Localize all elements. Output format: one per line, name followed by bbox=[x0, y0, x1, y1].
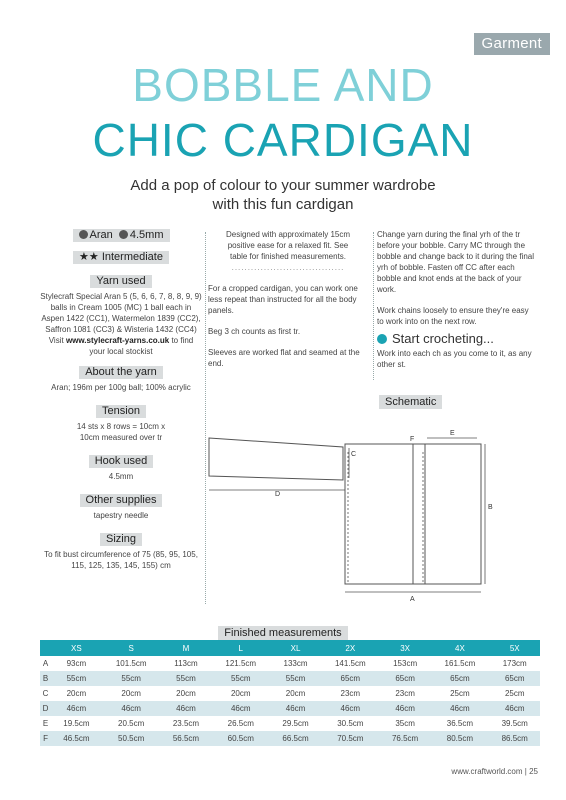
weight-hook-row bbox=[40, 229, 202, 242]
table-cell: 46cm bbox=[270, 701, 321, 716]
tension-text: 14 sts x 8 rows = 10cm x 10cm measured over tr bbox=[76, 422, 166, 442]
header-size: XL bbox=[270, 640, 321, 656]
table-cell: 46cm bbox=[430, 701, 489, 716]
hook-label: 4.5mm bbox=[129, 229, 164, 241]
title-line-1: BOBBLE AND bbox=[132, 59, 434, 111]
subtitle bbox=[0, 176, 566, 214]
table-cell: 25cm bbox=[489, 686, 540, 701]
weight-label: Aran bbox=[89, 229, 113, 241]
finished-heading-wrap bbox=[0, 623, 566, 641]
table-cell: 50.5cm bbox=[102, 731, 161, 746]
table-cell: 23cm bbox=[321, 686, 380, 701]
about-yarn-heading: About the yarn bbox=[79, 366, 163, 379]
header-size: S bbox=[102, 640, 161, 656]
label-e: E bbox=[450, 430, 455, 437]
table-cell: 20.5cm bbox=[102, 716, 161, 731]
table-row bbox=[40, 716, 540, 731]
schematic-diagram bbox=[205, 404, 545, 604]
table-cell: 70.5cm bbox=[321, 731, 380, 746]
sleeve-outline bbox=[209, 438, 343, 480]
column-divider-2 bbox=[373, 232, 374, 380]
row-label: F bbox=[40, 731, 51, 746]
header-size: XS bbox=[51, 640, 102, 656]
notes-column bbox=[208, 229, 368, 369]
visit-text bbox=[40, 335, 202, 357]
table-cell: 55cm bbox=[161, 671, 212, 686]
dotted-divider: ................................... bbox=[231, 263, 345, 272]
table-cell: 20cm bbox=[161, 686, 212, 701]
sleeves-note: Sleeves are worked flat and seamed at the end. bbox=[208, 348, 360, 368]
table-cell: 65cm bbox=[430, 671, 489, 686]
row-label: C bbox=[40, 686, 51, 701]
table-row bbox=[40, 656, 540, 671]
chains-note: Work chains loosely to ensure they're easy to work into on the next row. bbox=[377, 306, 529, 326]
table-cell: 161.5cm bbox=[430, 656, 489, 671]
yarn-used-text: Stylecraft Special Aran 5 (5, 6, 6, 7, 8, 8, 9, 9) balls in Cream 1005 (MC) 1 ball each in Aspen 1422 (CC1), Watermelon 1839 (CC2), Saffron 1081 (CC3) & Wisteria 1432 (CC4) bbox=[40, 292, 202, 334]
table-cell: 55cm bbox=[51, 671, 102, 686]
table-cell: 20cm bbox=[51, 686, 102, 701]
table-cell: 65cm bbox=[489, 671, 540, 686]
table-cell: 173cm bbox=[489, 656, 540, 671]
sizing-text: To fit bust circumference of 75 (85, 95, 105, 115, 125, 135, 145, 155) cm bbox=[44, 550, 198, 570]
table-cell: 20cm bbox=[102, 686, 161, 701]
header-size: L bbox=[211, 640, 270, 656]
table-cell: 55cm bbox=[270, 671, 321, 686]
level-label: Intermediate bbox=[101, 251, 163, 263]
table-cell: 19.5cm bbox=[51, 716, 102, 731]
change-yarn-note: Change yarn during the final yrh of the tr before your bobble. Carry MC through the bobble and change back to it during the final yrh of bobble. Fasten off CC after each bobble and knot ends at the back of your work. bbox=[377, 230, 535, 294]
finished-measurements-heading: Finished measurements bbox=[218, 626, 347, 640]
subtitle-line-2: with this fun cardigan bbox=[212, 196, 354, 213]
table-cell: 101.5cm bbox=[102, 656, 161, 671]
table-cell: 25cm bbox=[430, 686, 489, 701]
table-body bbox=[40, 656, 540, 746]
table-row bbox=[40, 686, 540, 701]
weight-hook-pill bbox=[73, 229, 170, 242]
schematic-heading: Schematic bbox=[379, 395, 442, 409]
hook-icon bbox=[119, 230, 128, 239]
header-size: M bbox=[161, 640, 212, 656]
table-cell: 46cm bbox=[51, 701, 102, 716]
visit-suffix: to find your local stockist bbox=[89, 336, 194, 356]
sizing-heading: Sizing bbox=[100, 533, 142, 546]
start-crocheting-heading bbox=[377, 333, 537, 344]
table-cell: 46cm bbox=[380, 701, 431, 716]
table-cell: 141.5cm bbox=[321, 656, 380, 671]
finished-measurements-table bbox=[40, 640, 540, 746]
cropped-note: For a cropped cardigan, you can work one less repeat than instructed for all the body panels. bbox=[208, 284, 358, 315]
level-pill bbox=[73, 251, 169, 264]
table-cell: 20cm bbox=[270, 686, 321, 701]
ease-note: Designed with approximately 15cm positive ease for a relaxed fit. See table for finished measurements. bbox=[225, 230, 351, 261]
table-cell: 46cm bbox=[161, 701, 212, 716]
footer-sep: | bbox=[524, 767, 527, 776]
other-supplies-heading: Other supplies bbox=[80, 494, 163, 507]
title-line-2: CHIC CARDIGAN bbox=[92, 114, 474, 166]
hook-used-text: 4.5mm bbox=[108, 472, 134, 481]
label-a: A bbox=[410, 596, 415, 603]
table-cell: 46cm bbox=[321, 701, 380, 716]
table-cell: 121.5cm bbox=[211, 656, 270, 671]
table-cell: 60.5cm bbox=[211, 731, 270, 746]
table-cell: 65cm bbox=[321, 671, 380, 686]
page-number: 25 bbox=[529, 767, 538, 776]
table-cell: 133cm bbox=[270, 656, 321, 671]
table-cell: 76.5cm bbox=[380, 731, 431, 746]
table-cell: 46.5cm bbox=[51, 731, 102, 746]
row-label: B bbox=[40, 671, 51, 686]
table-cell: 93cm bbox=[51, 656, 102, 671]
header-size: 4X bbox=[430, 640, 489, 656]
table-cell: 55cm bbox=[102, 671, 161, 686]
label-d: D bbox=[275, 491, 281, 498]
table-cell: 46cm bbox=[489, 701, 540, 716]
visit-prefix: Visit bbox=[48, 336, 66, 345]
hook-used-heading: Hook used bbox=[89, 455, 154, 468]
footer bbox=[451, 767, 538, 776]
table-cell: 39.5cm bbox=[489, 716, 540, 731]
work-into-note: Work into each ch as you come to it, as any other st. bbox=[377, 349, 532, 369]
stylecraft-link[interactable]: www.stylecraft-yarns.co.uk bbox=[65, 336, 170, 345]
table-cell: 26.5cm bbox=[211, 716, 270, 731]
header-size: 3X bbox=[380, 640, 431, 656]
table-cell: 29.5cm bbox=[270, 716, 321, 731]
table-cell: 46cm bbox=[211, 701, 270, 716]
table-cell: 35cm bbox=[380, 716, 431, 731]
table-cell: 113cm bbox=[161, 656, 212, 671]
table-cell: 80.5cm bbox=[430, 731, 489, 746]
about-yarn-text: Aran; 196m per 100g ball; 100% acrylic bbox=[51, 383, 191, 392]
table-cell: 23cm bbox=[380, 686, 431, 701]
table-cell: 46cm bbox=[102, 701, 161, 716]
table-cell: 56.5cm bbox=[161, 731, 212, 746]
table-cell: 65cm bbox=[380, 671, 431, 686]
table-cell: 36.5cm bbox=[430, 716, 489, 731]
beg-note: Beg 3 ch counts as first tr. bbox=[208, 327, 301, 336]
header-size: 2X bbox=[321, 640, 380, 656]
table-row bbox=[40, 731, 540, 746]
row-label: D bbox=[40, 701, 51, 716]
table-cell: 66.5cm bbox=[270, 731, 321, 746]
header-blank bbox=[40, 640, 51, 656]
footer-site[interactable]: www.craftworld.com bbox=[451, 767, 523, 776]
table-row bbox=[40, 671, 540, 686]
yarn-used-heading: Yarn used bbox=[90, 275, 151, 288]
label-c: C bbox=[351, 451, 357, 458]
table-header-row bbox=[40, 640, 540, 656]
yarn-ball-icon bbox=[79, 230, 88, 239]
star-icon: ★★ bbox=[79, 251, 99, 263]
tension-heading: Tension bbox=[96, 405, 146, 418]
instructions-column bbox=[377, 229, 537, 370]
header-size: 5X bbox=[489, 640, 540, 656]
table-cell: 86.5cm bbox=[489, 731, 540, 746]
row-label: E bbox=[40, 716, 51, 731]
table-cell: 23.5cm bbox=[161, 716, 212, 731]
table-cell: 30.5cm bbox=[321, 716, 380, 731]
other-supplies-text: tapestry needle bbox=[93, 511, 149, 520]
table-cell: 20cm bbox=[211, 686, 270, 701]
section-tab: Garment bbox=[474, 33, 550, 55]
pattern-info-column bbox=[40, 229, 202, 571]
start-crocheting-label: Start crocheting... bbox=[392, 331, 494, 346]
level-row bbox=[40, 251, 202, 264]
label-b: B bbox=[488, 504, 493, 511]
table-row bbox=[40, 701, 540, 716]
row-label: A bbox=[40, 656, 51, 671]
table-cell: 55cm bbox=[211, 671, 270, 686]
label-f: F bbox=[410, 436, 415, 443]
dot-icon bbox=[377, 334, 387, 344]
table-cell: 153cm bbox=[380, 656, 431, 671]
subtitle-line-1: Add a pop of colour to your summer wardrobe bbox=[130, 177, 436, 194]
